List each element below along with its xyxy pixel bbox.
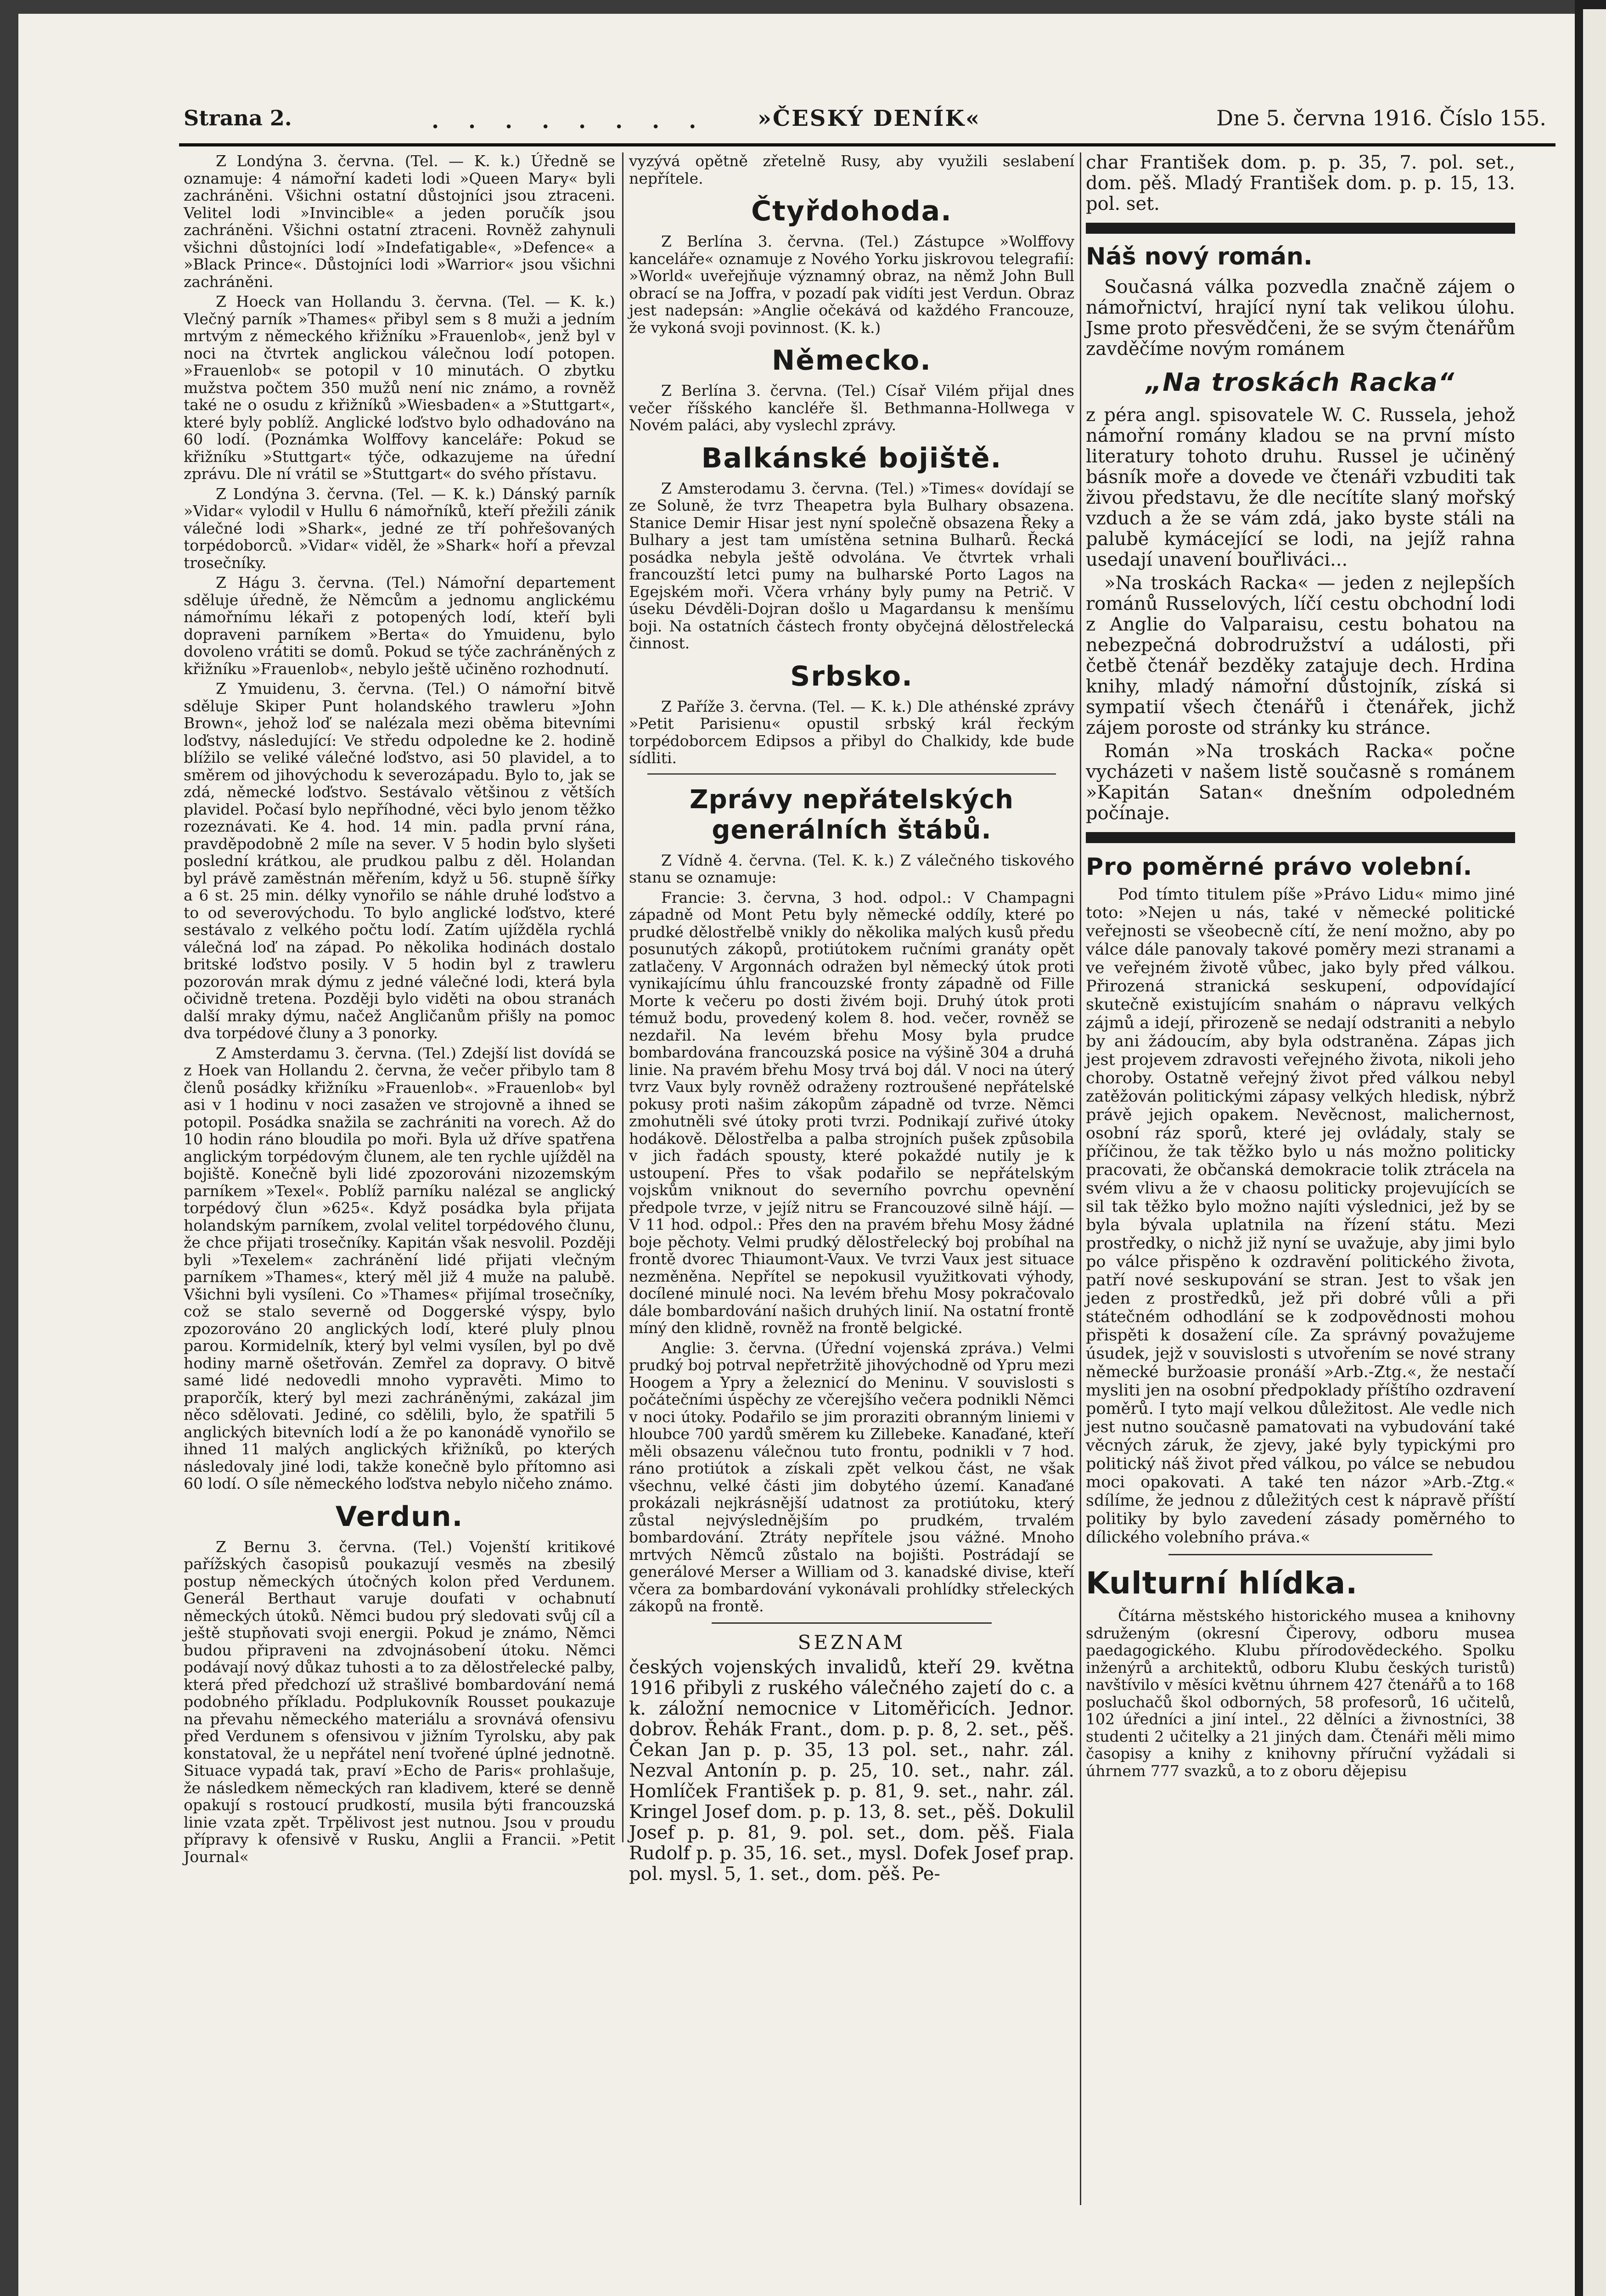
date-and-number: Dne 5. června 1916. Číslo 155. [1216,106,1546,130]
column-3 [1086,152,1515,2205]
header-rule [179,143,1555,146]
heading-zpravy: Zprávy nepřátelských generálních štábů. [689,784,1014,845]
heading-verdun: Verdun. [335,1500,464,1533]
article-londyn: Z Londýna 3. června. (Tel. — K. k.) Úředně se oznamuje: 4 námořní kadeti lodi »Queen Mary« byli zachráněni. Všichni ostatní důstojníci jsou ztraceni. Velitel lodi »Invincible« a jeden poručík jsou zachráněni. Všichni ostatní ztraceni. Rovněž zahynuli všichni důstojníci lodí »Indefatigable«, »Defence« a »Black Prince«. Důstojníci lodi »Warrior« jsou všichni zachráněni. [184,152,615,291]
section-bar-2 [1086,832,1515,843]
heading-srbsko: Srbsko. [790,660,913,692]
heading-ctyrdohoda: Čtyřdohoda. [751,195,952,227]
article-berlin-2: Z Berlína 3. června. (Tel.) Císař Vilém přijal dnes večer říšského kancléře šl. Bethmanna-Hollwega v Novém paláci, aby vyslechl zprávy. [629,382,1074,434]
page-label: Strana 2. [184,106,292,130]
page-header [184,106,1546,142]
heading-balkan: Balkánské bojiště. [701,442,1002,474]
heading-novy-roman: Náš nový román. [1086,243,1313,270]
report-anglie: Anglie: 3. června. (Úřední vojenská zpráva.) Velmi prudký boj potrval nepřetržitě jihovýchodně od Ypru mezi Hoogem a Ypry a železnicí do Meninu. V souvislosti s počátečními úspěchy ze včerejšího večera podnikli Němci v noci útoky. Podařilo se jim proraziti obranným liniemi v hloubce 700 yardů směrem ku Zillebeke. Kanaďané, kteří měli obsazenu válečnou tuto frontu, podnikli v 7 hod. ráno protiútok a získali zpět velkou část, ne však všechnu, velké části jim dobytého území. Kanaďané prokázali nejkrásnější udatnost za protiútoku, který zůstal nejvýslednějším po prudkém, trvalém bombardování. Ztráty nepřítele jsou vážné. Mnoho mrtvých Němců zůstalo na bojišti. Postrádají se generálové Merser a William od 3. kanadské divise, kteří včera za bombardování vykonávali prohlídky střeleckých zákopů na frontě. [629,1339,1074,1615]
heading-na-troskach-racka: „Na troskách Racka“ [1146,368,1455,397]
article-roman-author: z péra angl. spisovatele W. C. Russela, jehož námořní romány kladou se na první místo literatury tohoto druhu. Russel je učiněný básník moře a dovede ve čtenáři vzbuditi tak živou představu, že dle necítíte slaný mořský vzduch a že se vám zdá, jako byste stáli na palubě kymácející se lodi, na jejíž rahna usedají unavení bouřliváci... [1086,405,1515,570]
report-francie: Francie: 3. června, 3 hod. odpol.: V Champagni západně od Mont Petu byly německé oddíly, které po prudké dělostřelbě vnikly do několika malých kusů předu posunutých zákopů, protiútokem ručními granáty opět zatlačeny. V Argonnách odražen byl německý útok proti vynikajícímu úhlu francouzské fronty západně od Fille Morte k večeru po dosti živém boji. Druhý útok proti témuž bodu, provedený kolem 8. hod. večer, rovněž se nezdařil. Na levém břehu Mosy byla prudce bombardována francouzská posice na výšině 304 a druhá linie. Na pravém břehu Mosy trvá boj dál. V noci na úterý tvrz Vaux byly rovněž odraženy roztroušené nepřátelské pokusy proti našim zákopům západně od tvrze. Němci zmohutněli své útoky proti tvrzi. Podnikají zuřivé útoky hodákově. Dělostřelba a palba strojních pušek způsobila v jich řadách spousty, které pokaždé nutily je k ustoupení. Přes to však podařilo se nepřátelským vojskům vniknout do severního povrchu opevnění předpole tvrze, v jejíž nitru se Francouzové silně hájí. — V 11 hod. odpol.: Přes den na pravém břehu Mosy žádné boje pěchoty. Velmi prudký dělostřelecký boj probíhal na frontě dvorec Thiaumont-Vaux. Ve tvrzi Vaux jest situace nezměněna. Nepřítel se nepokusil využitkovati výhody, docílené minulé noci. Na levém břehu Mosy pokračovalo dále bombardování našich druhých linií. Na ostatní frontě míný den klidně, rovněž na frontě belgické. [629,888,1074,1337]
header-dots: . . . . . . . . [432,108,708,133]
article-londyn-2: Z Londýna 3. června. (Tel. — K. k.) Dánský parník »Vidar« vylodil v Hullu 6 námořníků, kteří přežili zánik válečné lodi »Shark«, jedné ze tří pohřešovaných torpédoborců. »Vidar« viděl, že »Shark« hoří a převzal trosečníky. [184,484,615,572]
article-roman-plot: »Na troskách Racka« — jeden z nejlepších románů Russelových, líčí cestu obchodní lodi z Anglie do Valparaisu, cestu bohatou na nebezpečná dobrodružství a události, při četbě čtenář bezděky zatajuje dech. Hrdina knihy, mladý námořní důstojník, získá si sympatií všech čtenářů i čtenářek, jichž zájem poroste od stránky ku stránce. [1086,573,1515,738]
section-bar [1086,223,1515,234]
column-divider-1 [622,152,623,1842]
column-2 [629,152,1074,1907]
article-citarna: Čítárna městského historického musea a knihovny sdruženým (okresní Čiperovy, odboru musea paedagogického. Klubu přírodovědeckého. Spolku inženýrů a architektů, odboru Klubu českých turistů) navštívilo v měsíci květnu úhrnem 427 čtenářů a to 168 posluchačů škol odborných, 58 profesorů, 16 učitelů, 102 úředníci a jiní intel., 22 dělníci a živnostníci, 38 studenti 2 učitelky a 21 jiných dam. Čtenáři měli mimo časopisy a knihy z knihovny příruční vyžádali si úhrnem 777 svazků, a to z oboru dějepisu [1086,1607,1515,1780]
article-ymuiden: Z Ymuidenu, 3. června. (Tel.) O námořní bitvě sděluje Skiper Punt holandského trawleru »John Brown«, jehož loď se nalézala mezi oběma bitevními loďstvy, následující: Ve středu odpoledne ke 2. hodině blížilo se veliké válečné loďstvo, asi 50 plavidel, a to směrem od jihovýchodu k severozápadu. Bylo to, jak se zdá, německé loďstvo. Sestávalo většinou z větších plavidel. Počasí bylo nepříhodné, věci bylo jenom těžko rozeznávati. Ke 4. hod. 14 min. padla první rána, pravděpodobně 2 míle na sever. V 5 hodin bylo slyšeti poslední krátkou, ale prudkou palbu z děl. Holandan byl právě zaměstnán měřením, když u 56. stupně šířky a 6 st. 25 min. délky vynořilo se náhle druhé loďstvo a to od severovýchodu. To bylo anglické loďstvo, které sestávalo z velkého počtu lodí. Zatím ujížděla rychlá válečná loď na západ. Po několika hodinách dostalo britské loďstvo posily. V 5 hodin byl z trawleru pozorován mrak dýmu z jedné válečné lodi, která byla očividně tretena. Později bylo viděti na obou stranách další mraky dýmu, načež Angličanům přišly na pomoc dva torpédové čluny a 3 ponorky. [184,680,615,1042]
section-divider-3 [1168,1554,1432,1555]
heading-pravo-volebni: Pro poměrné právo volební. [1086,853,1473,881]
column-divider-2 [1080,152,1081,2205]
heading-nemecko: Německo. [772,344,932,377]
article-amsterodam: Z Amsterodamu 3. června. (Tel.) »Times« dovídají se ze Soluně, že tvrz Theapetra byla Bulhary obsazena. Stanice Demir Hisar jest nyní společně obsazena Řeky a Bulhary a jest tam umístěna setnina Bulharů. Řecká posádka nebyla ještě odvolána. Ve čtvrtek vrhali francouzští letci pumy na bulharské Porto Lagos na Egejském moři. Včera vrhány byly pumy na Petrič. V úseku Dévděli-Dojran došlo u Magardansu k menšímu boji. Na ostatních částech fronty obyčejná dělostřelecká činnost. [629,479,1074,652]
section-divider-2 [712,1622,992,1624]
invalid-list-continued: char František dom. p. p. 35, 7. pol. set., dom. pěš. Mladý František dom. p. p. 15, 13. pol. set. [1086,152,1515,214]
article-amsterdam: Z Amsterdamu 3. června. (Tel.) Zdejší list dovídá se z Hoek van Hollandu 2. června, že večer přibylo tam 8 členů posádky křižníku »Frauenlob«. »Frauenlob« byl asi v 1 hodinu v noci zasažen ve strojovně a ihned se potopil. Posádka snažila se zachrániti na vorech. Až do 10 hodin ráno bloudila po moři. Byla už dříve spatřena anglickým torpédovým člunem, ale ten rychle ujížděl na bojiště. Konečně byli lidé zpozorováni nizozemským parníkem »Texel«. Poblíž parníku nalézal se anglický torpédový člun »625«. Když posádka byla přijata holandským parníkem, zvolal velitel torpédového člunu, že chce přijati trosečníky. Kapitán však nesvolil. Později byli »Texelem« zachránění lidé přijati vlečným parníkem »Thames«, který měl již 4 muže na palubě. Všichni byli vysíleni. Co »Thames« přijímal trosečníky, což se stalo severně od Doggerské výspy, bylo zpozorováno 20 anglických lodí, které pluly plnou parou. Kormidelník, který byl velmi vysílen, byl po dvě hodiny marně ošetřován. Zemřel za dopravy. O bitvě samé lidé nedovedli mnoho vypravěti. Mimo to praporčík, který byl mezi zachráněnými, zakázal jim něco sdělovati. Jediné, co sdělili, bylo, že spatřili 5 anglických bitevních lodí a že po kanonádě vynořilo se ihned 11 malých anglických křižníků, po kterých následovaly jiné lodi, takže konečně bylo přítomno asi 60 lodí. O síle německého loďstva nebylo ničeho známo. [184,1044,615,1492]
article-bern: Z Bernu 3. června. (Tel.) Vojenští kritikové pařížských časopisů poukazují vesměs na zbesilý postup německých útočných kolon před Verdunem. Generál Berthaut varuje doufati v ochabnutí německých útoků. Němci budou prý sledovati svůj cíl a ještě stupňovati svoji energii. Pokud je známo, Němci budou připraveni na zdvojnásobení útoku. Němci podávají nový důkaz tuhosti a to za dělostřelecké palby, která před předchozí už strašlivé bombardování nemá podobného příkladu. Podplukovník Rousset poukazuje na převahu německého materiálu a srovnává ofensivu před Verdunem s ofensivou v jižním Tyrolsku, aby pak konstatoval, že u nepřátel není tvořené úplné jednotně. Situace vypadá tak, praví »Echo de Paris« prohlašuje, že následkem německých ran kladivem, které se denně opakují s rostoucí prudkostí, musila býti francouzská linie vzata zpět. Trpělivost jest nutnou. Jsou v proudu přípravy k ofensivě v Rusku, Anglii a Francii. »Petit Journal« [184,1537,615,1866]
next-page-strip [1583,9,1606,2296]
article-berlin: Z Berlína 3. června. (Tel.) Zástupce »Wolffovy kanceláře« oznamuje z Nového Yorku jiskrovou telegrafií: »World« uveřejňuje významný obraz, na němž John Bull obrací se na Joffra, v pozadí pak vidíti jest Verdun. Obraz jest nadepsán: »Anglie očekává od každého Francouze, že vykoná svoji povinnost. (K. k.) [629,232,1074,337]
heading-seznam: SEZNAM [797,1631,906,1654]
article-roman-intro: Současná válka pozvedla značně zájem o námořnictví, hrající nyní tak velikou úlohu. Jsme proto přesvědčeni, že se svým čtenářům zavděčíme novým románem [1086,276,1515,360]
article-roman-start: Román »Na troskách Racka« počne vycházeti v našem listě současně s románem »Kapitán Satan« dnešním odpoledném počínaje. [1086,741,1515,824]
article-hoeck: Z Hoeck van Hollandu 3. června. (Tel. — K. k.) Vlečný parník »Thames« přibyl sem s 8 muži a jedním mrtvým z německého křižníku »Frauenlob«, jenž byl v noci na čtvrtek anglickou válečnou lodí potopen. »Frauenlob« se potopil v 10 minutách. O zbytku mužstva počtem 350 mužů není nic známo, a rovněž také ne o osudu z křižníků »Wiesbaden« a »Stuttgart«, které byly poblíž. Anglické loďstvo bylo odhadováno na 60 lodí. (Poznámka Wolffovy kanceláře: Pokud se křižníku »Stuttgart« týče, odkazujeme na úřední zprávu. Dle ní vrátil se »Stuttgart« do svého přístavu. [184,293,615,483]
article-viden: Z Vídně 4. června. (Tel. K. k.) Z válečného tiskového stanu se oznamuje: [629,851,1074,886]
article-pravo-lidu: Pod tímto titulem píše »Právo Lidu« mimo jiné toto: »Nejen u nás, také v německé politické veřejnosti se všeobecně cítí, že není možno, aby po válce dále panovaly takové poměry mezi stranami a ve veřejném životě vůbec, jako byly před válkou. Přirozená stranická seskupení, odpovídající skutečně existujícím snahám o nápravu velkých zájmů a idejí, přirozeně se nedají odstraniti a nebylo by ani žádoucím, aby byla odstraněna. Zápas jich jest projevem zdravosti veřejného života, nikoli jeho choroby. Ostatně veřejný život před válkou nebyl zatěžován politickými zápasy velkých hledisk, nýbrž právě jejich opakem. Nevěcnost, malichernost, osobní ráz sporů, které jej ovládaly, staly se příčinou, že tak těžko bylo u nás možno politicky pracovati, že občanská demokracie tolik ztrácela na svém vlivu a že v chaosu politicky projevujících se sil tak těžko bylo možno najíti výslednici, jež by se byla bývala uplatnila na řízení státu. Mezi prostředky, o nichž již nyní se uvažuje, aby jimi bylo po válce přispěno k ozdravění politického života, patří nové seskupování se stran. Jest to však jen jeden z prostředků, jež při dobré vůli a při státečném odhodlání se k zodpovědnosti mohou přispěti k dosažení cíle. Za správný považujeme úsudek, jejž v souvislosti s utvořením se nové strany německé buržoasie pronáší »Arb.-Ztg.«, že nestačí mysliti jen na osobní předpoklady příštího ozdravení poměrů. I tyto mají velkou důležitost. Ale vedle nich jest nutno současně pamatovati na vybudování také věcných záruk, že zjevy, jaké byly typickými pro politický náš život před válkou, po válce se nebudou moci opakovati. A také ten názor »Arb.-Ztg.« sdílíme, že jednou z důležitých cest k nápravě příští politiky by bylo zavedení zásady poměrného to dílického volebního práva.« [1086,885,1515,1547]
heading-kulturni-hlidka: Kulturní hlídka. [1086,1565,1358,1601]
article-hag: Z Hágu 3. června. (Tel.) Námořní departement sděluje úředně, že Němcům a jednomu anglickému námořnímu lékaři z potopených lodí, kteří byli dopraveni parníkem »Berta« do Ymuidenu, bylo dovoleno vrátiti se domů. Pokud se týče zachráněných z křižníku »Frauenlob«, nebylo ještě učiněno rozhodnutí. [184,574,615,678]
column-1 [184,152,615,1866]
article-pariz: Z Paříže 3. června. (Tel. — K. k.) Dle athénské zprávy »Petit Parisienu« opustil srbský král řeckým torpédoborcem Edipsos a přibyl do Chalkidy, kde bude sídliti. [629,697,1074,767]
newspaper-title: »ČESKÝ DENÍK« [758,106,981,131]
section-divider [647,773,1056,775]
invalid-list: českých vojenských invalidů, kteří 29. května 1916 přibyli z ruského válečného zajetí do c. a k. záložní nemocnice v Litoměřicích. Jednor. dobrov. Řehák Frant., dom. p. p. 8, 2. set., pěš. Čekan Jan p. p. 35, 13 pol. set., nahr. zál. Nezval Antonín p. p. 25, 10. set., nahr. zál. Homlíček František p. p. 81, 9. set., nahr. zál. Kringel Josef dom. p. p. 13, 8. set., pěš. Dokulil Josef p. p. 81, 9. pol. set., dom. pěš. Fiala Rudolf p. p. 35, 16. set., mysl. Dofek Josef prap. pol. mysl. 5, 1. set., dom. pěš. Pe- [629,1656,1074,1885]
article-continuation: vyzývá opětně zřetelně Rusy, aby využili seslabení nepřítele. [629,152,1074,187]
